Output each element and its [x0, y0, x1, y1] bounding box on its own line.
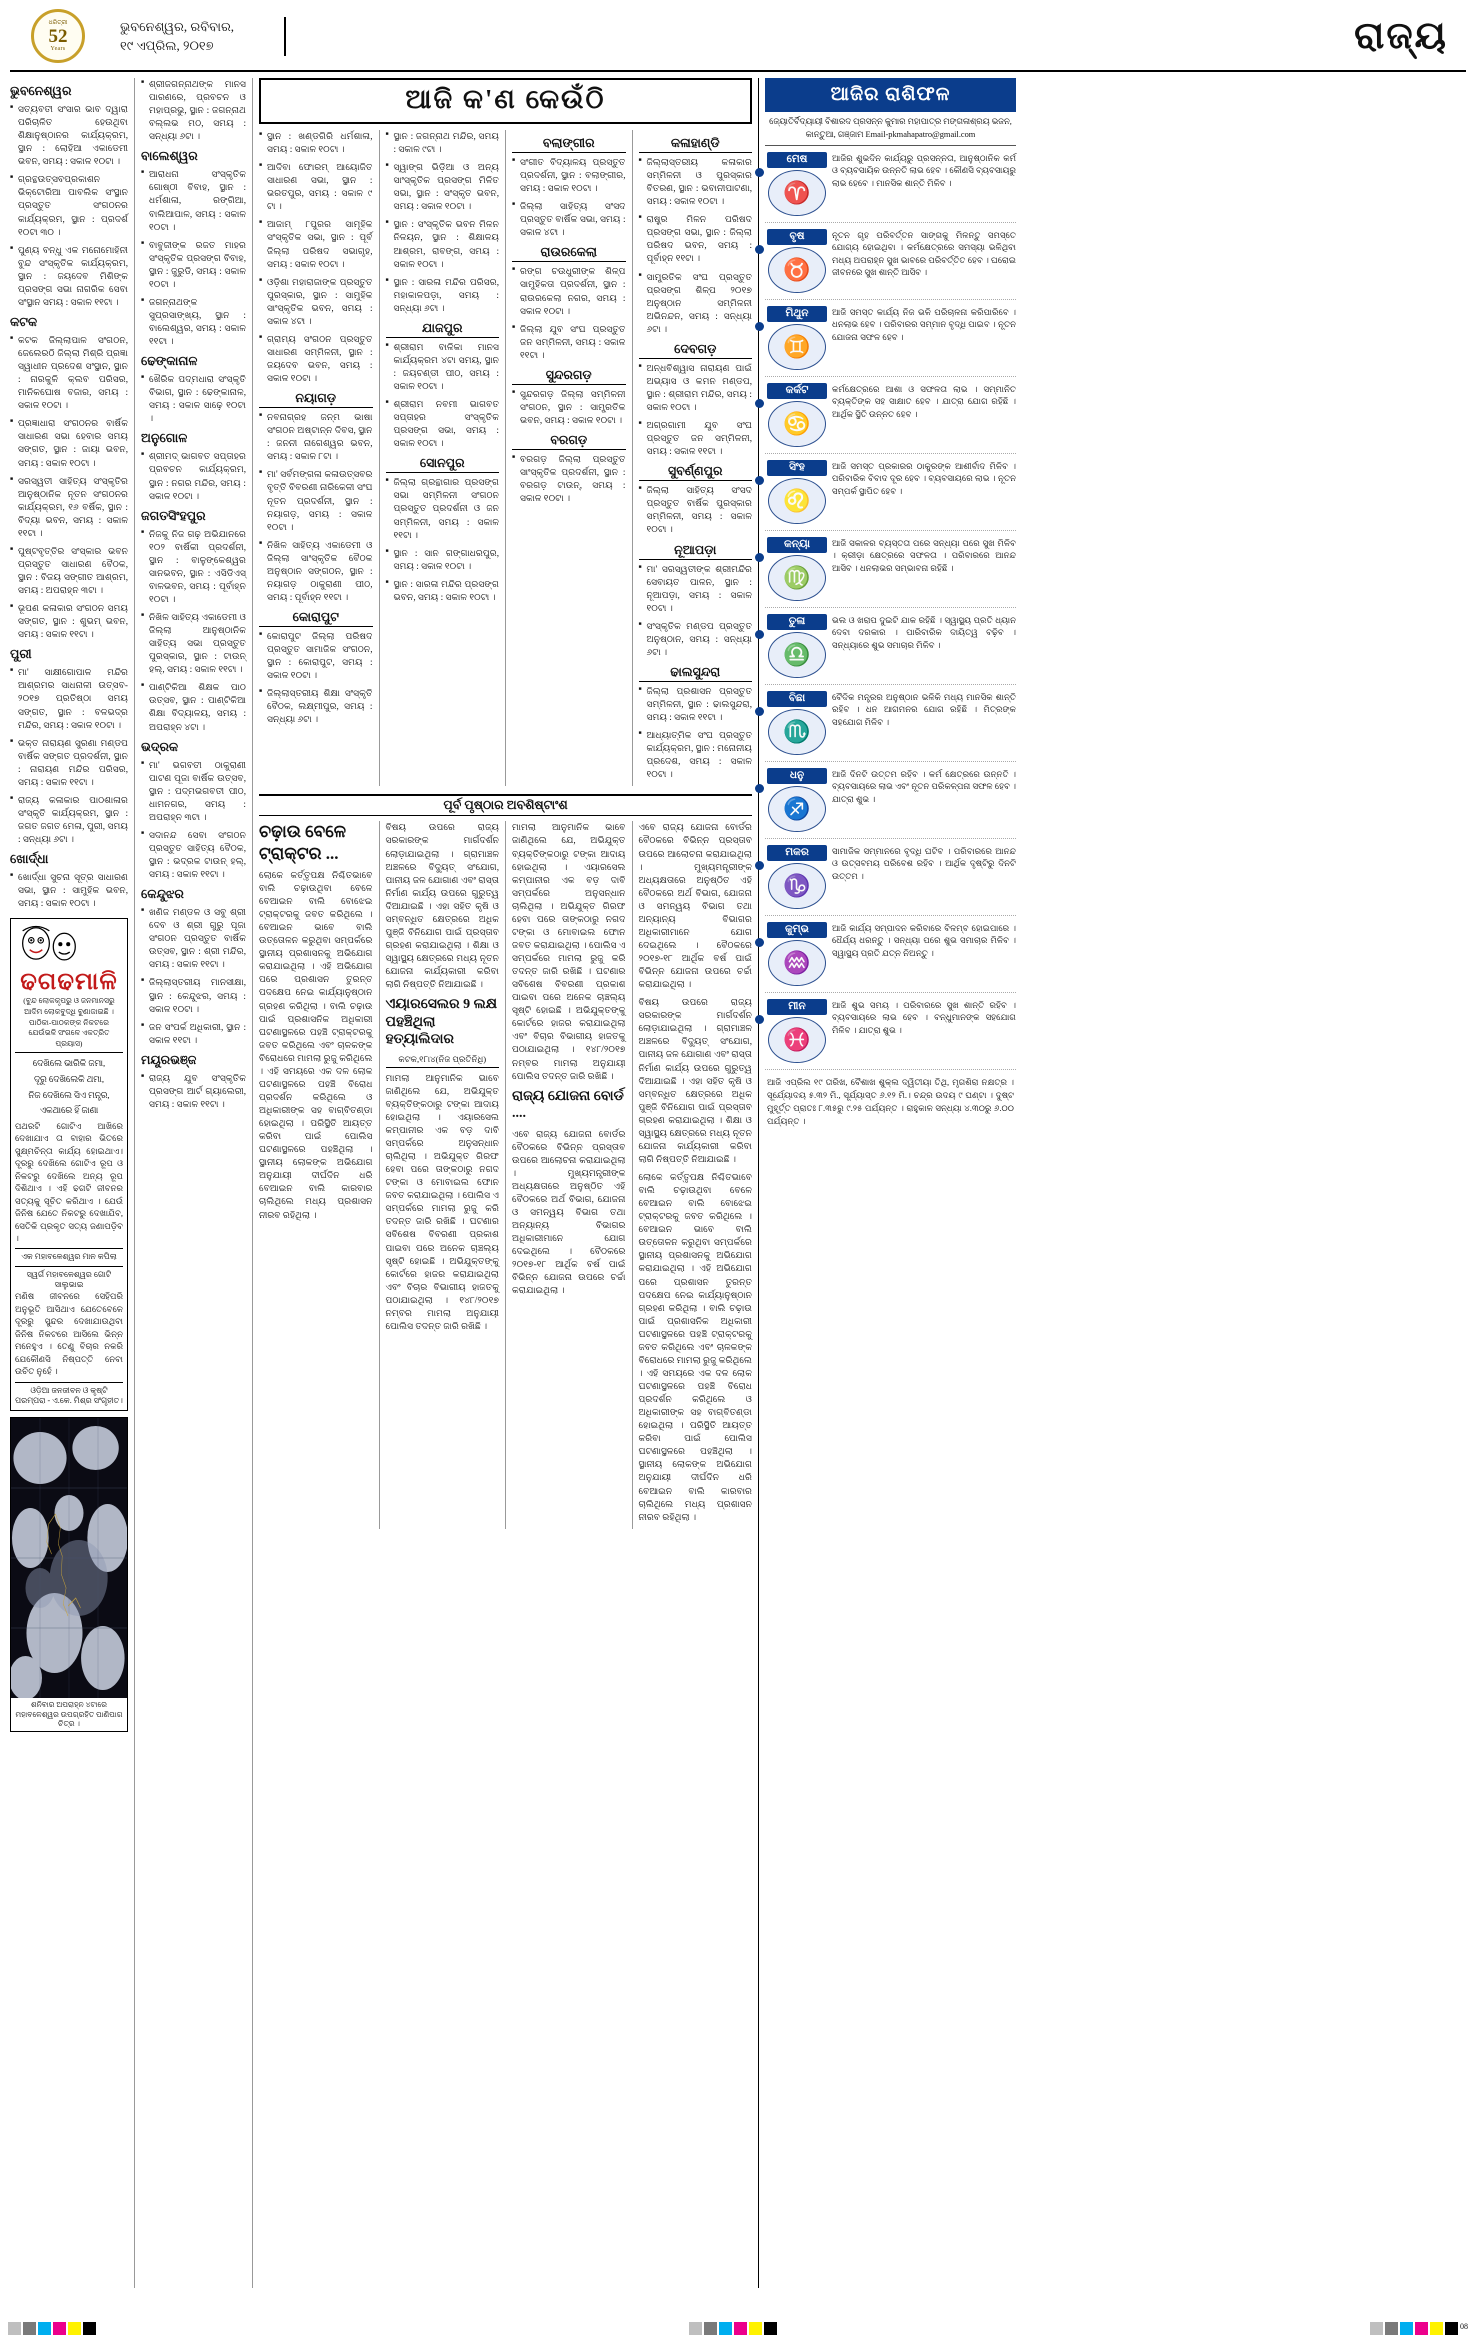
event-item: ■ ଅନ୍ଧବିଶ୍ୱାସ ନାରାୟଣ ପାଇଁ ଅଭ୍ୟାସ ଓ କମନ ମଣ୍ଡପ, ସ୍ଥାନ : ଶ୍ରୀରାମ ମନ୍ଦିର, ସମୟ : ସକାଳ ୧୦ଟା ।: [639, 362, 753, 414]
page-number: 08: [1460, 2321, 1468, 2331]
badge-years-label: Years: [50, 46, 66, 52]
cartoon-verse-line: ଦେଖିଲେ ଭାରିକି ଜମା,: [32, 1058, 106, 1069]
sagittarius-icon: ♐: [768, 786, 826, 832]
city-heading: ଅନୁଗୋଳ: [141, 431, 188, 446]
bullet-dot-icon: [755, 784, 764, 793]
article-body: ଏବେ ରାଜ୍ୟ ଯୋଜନା ବୋର୍ଡର ବୈଠକରେ ବିଭିନ୍ନ ପ୍ରସ୍ତାବ ଉପରେ ଆଲୋଚନା କରାଯାଇଥିଲା । ମୁଖ୍ୟମନ୍ତ୍ରୀଙ୍କ ଅଧ୍ୟକ୍ଷତାରେ ଅନୁଷ୍ଠିତ ଏହି ବୈଠକରେ ଅର୍ଥ ବିଭାଗ, ଯୋଜନା ଓ ସମନ୍ୱୟ ବିଭାଗ ତଥା ଅନ୍ୟାନ୍ୟ ବିଭାଗର ଅଧିକାରୀମାନେ ଯୋଗ ଦେଇଥିଲେ । ବୈଠକରେ ୨୦୧୭-୧୮ ଆର୍ଥିକ ବର୍ଷ ପାଇଁ ବିଭିନ୍ନ ଯୋଜନା ଉପରେ ଚର୍ଚ୍ଚା କରାଯାଇଥିଲା ।: [638, 822, 752, 990]
article-headline: ଏୟାରସେଲର 9 ଲକ୍ଷ ପହଞ୍ଚିଥିଲା ହତ୍ୟାଲିଦାର: [385, 997, 498, 1048]
gray-swatch: [8, 2322, 21, 2335]
article-headline: ଚଢ଼ାଉ ବେଳେ ଟ୍ରାକ୍ଟର ...: [259, 822, 347, 863]
event-item: ■ ରାଜ୍ୟ କଳାକାର ପାଠଶାଳାର ସଂସ୍କୃତି କାର୍ଯ୍ୟକ୍ରମ, ସ୍ଥାନ : ଜଗତ ଜଗତ ମେଳା, ପୁରୀ, ସମୟ : ସନ୍ଧ୍ୟା ୬ଟା ।: [10, 794, 128, 846]
page-grid: [10, 78, 1466, 2288]
horoscope-sign-row: [765, 993, 1016, 1070]
city-heading: କଳାହାଣ୍ଡି: [639, 136, 753, 153]
city-heading: ବରଗଡ଼: [512, 433, 626, 450]
event-item: ■ ସ୍ଥାନ : ସଂସ୍କୃତିକ ଭବନ ମିଳନ ନିଳୟନ, ସ୍ଥାନ : ଶିକ୍ଷାଳୟ ଆଶ୍ରମ, ରାବଙ୍ଗ, ସମୟ : ସକାଳ ୧୦ଟା ।: [386, 218, 500, 270]
event-item: ■ ସ୍ୱାଙ୍ଗ ଭିଡ଼ିଆ ଓ ଅନ୍ୟ ସାଂସ୍କୃତିକ ପ୍ରସଙ୍ଗ ମିଳିତ ସଭା, ସ୍ଥାନ : ସଂସ୍କୃତ ଭବନ, ସମୟ : ସକାଳ ୧୦ଟା ।: [386, 161, 500, 213]
cartoon-face-icon: [15, 923, 79, 967]
cartoon-body: ପଥରଟି ଗୋଟିଏ ଆଖିରେ ଦେଖାଯାଏ ତା ବାହାର ଭିତରେ ସୁକ୍ଷ୍ମଚିନ୍ତା କାର୍ଯ୍ୟ ହୋଇଥାଏ। ଦୂରରୁ ଦେଖିଲେ ଗୋଟିଏ ରୂପ ଓ ନିକଟରୁ ଦେଖିଲେ ଅନ୍ୟ ରୂପ ଦିଶିଥାଏ । ଏହି ଢଗଟି ଜୀବନର ସତ୍ୟକୁ ସୂଚିତ କରିଥାଏ । ଯେଉଁ ଜିନିଷ ଯେତେ ନିକଟରୁ ଦେଖାଯିବ, ସେତିକି ପ୍ରକୃତ ସତ୍ୟ ଜଣାପଡ଼ିବ ।: [15, 1120, 123, 1244]
event-item: ■ ଆଜାମ୍ ୮ପୁରର ସାମୂହିକ ସଂସ୍କୃତିକ ସଭା, ସ୍ଥାନ : ପୂର୍ବ ଜିଲ୍ଲା ପରିଷଦ ସଭାଗୃହ, ସମୟ : ସକାଳ ୧୦ଟା ।: [259, 218, 373, 270]
cartoon-subtitle: (ବୁନ୍ଦ ଲୋକକୃପରୁ ଓ ଜନମାନସରୁ ଆଦିମ ଲୋକବୁଦ୍ଧି ବୁଣାଜାଇଛି । ପାଠିକା-ପାଠକଙ୍କ ନିକଟରେ ଯେଉଁଭଳି ସଂଗଳେ ଏକତ୍ରିତ ପ୍ରୟାସ): [15, 996, 123, 1053]
bullet-dot-icon: [755, 399, 764, 408]
capricorn-icon: ♑: [768, 863, 826, 909]
sign-badge: [767, 999, 827, 1063]
cartoon-body-2: ମଣିଷ ଜୀବନରେ ସେହିପରି ଅନୁଭୂତି ଆସିଥାଏ ଯେତେବେଳେ ଦୂରରୁ ସୁନ୍ଦର ଦେଖାଯାଉଥିବା ଜିନିଷ ନିକଟରେ ଆସିଲେ ଭିନ୍ନ ମନେହୁଏ । ତେଣୁ ବିଚାର ନକରି ଯେକୌଣସି ନିଷ୍ପତ୍ତି ନେବା ଉଚିତ ନୁହେଁ ।: [15, 1291, 123, 1377]
sign-badge: [767, 845, 827, 909]
horoscope-sign-row: [765, 839, 1016, 916]
cyan-swatch: [38, 2322, 51, 2335]
pisces-icon: ♓: [768, 1017, 826, 1063]
event-item: ■ ପୁଷ୍ଟବୃତ୍ତିର ସଂସ୍କାର ଭବନ ପ୍ରସ୍ତୁତ ସାଧାରଣ ବୈଠକ, ସ୍ଥାନ : ବିଜୟ ସଙ୍ଗୀତ ଆଶ୍ରମ, ସମୟ : ଅପରାହ୍ନ ୩ଟା ।: [10, 545, 128, 597]
gray-swatch: [1370, 2322, 1383, 2335]
sign-text: କର୍ମକ୍ଷେତ୍ରରେ ଆଶା ଓ ସଫଳତା ଲାଭ । ସମ୍ମାନିତ ବ୍ୟକ୍ତିଙ୍କ ସହ ସାକ୍ଷାତ ହେବ । ଯାତ୍ରା ଯୋଗ ରହିଛି । ଆର୍ଥିକ ସ୍ଥିତି ଉନ୍ନତ ହେବ ।: [832, 384, 1016, 419]
sign-badge: [767, 768, 827, 832]
city-heading: ଦେବଗଡ଼: [639, 342, 753, 359]
sign-badge: [767, 537, 827, 601]
city-heading: ନୂଆପଡ଼ା: [639, 543, 753, 560]
article-body: ମାମଲା ଆନୁମାନିକ ଭାବେ ଜାଣିଥିଲେ ଯେ, ଅଭିଯୁକ୍ତ ବ୍ୟକ୍ତିଙ୍କଠାରୁ ଟଙ୍କା ଆଦାୟ ହୋଇଥିଲା । ଏୟାରସେଲ କମ୍ପାନୀର ଏକ ବଡ଼ ଦାବି ସମ୍ପର୍କରେ ଅନୁସନ୍ଧାନ ଚାଲିଥିଲା । ଅଭିଯୁକ୍ତ ଗିରଫ ହେବା ପରେ ତାଙ୍କଠାରୁ ନଗଦ ଟଙ୍କା ଓ ମୋବାଇଲ ଫୋନ ଜବତ କରାଯାଇଥିଲା । ପୋଲିସ ଏ ସମ୍ପର୍କରେ ମାମଲା ରୁଜୁ କରି ତଦନ୍ତ ଜାରି ରଖିଛି । ଘଟଣାର ସବିଶେଷ ବିବରଣୀ ପ୍ରକାଶ ପାଇବା ପରେ ଅନେକ ଚାଞ୍ଚଲ୍ୟ ସୃଷ୍ଟି ହୋଇଛି । ଅଭିଯୁକ୍ତଙ୍କୁ କୋର୍ଟରେ ହାଜର କରାଯାଇଥିଲା ଏବଂ ବିଚାର ବିଭାଗୀୟ ହାଜତକୁ ପଠାଯାଇଥିଲା । ୧୪୮/୨୦୧୭ ନମ୍ବର ମାମଲା ଅନୁଯାୟୀ ପୋଲିସ ତଦନ୍ତ ଜାରି ରଖିଛି ।: [512, 822, 626, 1081]
sign-text: ଆଜି ଦିନଟି ଉତ୍ତମ ରହିବ । କର୍ମ କ୍ଷେତ୍ରରେ ଉନ୍ନତି । ବ୍ୟବସାୟରେ ଲାଭ ଏବଂ ନୂତନ ପରିକଳ୍ପନା ସଫଳ ହେବ । ଯାତ୍ରା ଶୁଭ ।: [832, 769, 1016, 804]
event-item: ■ ଶ୍ରୀମଦ୍ ଭାଗବତ ସପ୍ତାହର ପ୍ରବଚନ କାର୍ଯ୍ୟକ୍ରମ, ସ୍ଥାନ : ନଗର ମନ୍ଦିର, ସମୟ : ସକାଳ ୧୦ଟା ।: [141, 450, 246, 502]
sign-name: ବିଛା: [767, 691, 827, 707]
event-item: ■ ସଂସ୍କୃତିକ ମଣ୍ଡପ ପ୍ରସ୍ତୁତ ଅନୁଷ୍ଠାନ, ସମୟ : ସନ୍ଧ୍ୟା ୬ଟା ।: [639, 620, 753, 659]
satellite-image-box: [10, 1417, 128, 1733]
article-body: ବିଷୟ ଉପରେ ରାଜ୍ୟ ସରକାରଙ୍କ ମାର୍ଗଦର୍ଶନ ଲୋଡ଼ାଯାଇଥିଲା । ଗ୍ରାମାଞ୍ଚଳ ଅଞ୍ଚଳରେ ବିଦ୍ୟୁତ୍ ସଂଯୋଗ, ପାନୀୟ ଜଳ ଯୋଗାଣ ଏବଂ ରାସ୍ତା ନିର୍ମାଣ କାର୍ଯ୍ୟ ଉପରେ ଗୁରୁତ୍ୱ ଦିଆଯାଇଛି । ଏହା ସହିତ କୃଷି ଓ ସମ୍ବନ୍ଧିତ କ୍ଷେତ୍ରରେ ଅଧିକ ପୁଞ୍ଜି ବିନିଯୋଗ ପାଇଁ ପ୍ରସ୍ତାବ ଗ୍ରହଣ କରାଯାଇଥିଲା । ଶିକ୍ଷା ଓ ସ୍ୱାସ୍ଥ୍ୟ କ୍ଷେତ୍ରରେ ମଧ୍ୟ ନୂତନ ଯୋଜନା କାର୍ଯ୍ୟକାରୀ କରିବା ଲାଗି ନିଷ୍ପତ୍ତି ନିଆଯାଇଛି ।: [638, 997, 752, 1164]
city-block: [10, 315, 128, 641]
cartoon-signature-1: ଏକ ମହାବଳେଶ୍ୱର ମାନ କପିଲା: [15, 1248, 123, 1262]
horoscope-sign-row: [765, 300, 1016, 377]
city-heading: ଖୋର୍ଦ୍ଧା: [10, 852, 49, 867]
bullet-dot-icon: [755, 553, 764, 562]
city-block: [10, 852, 128, 910]
bullet-dot-icon: [755, 630, 764, 639]
yellow-swatch: [749, 2322, 762, 2335]
masthead-place: ଭୁବନେଶ୍ୱର, ରବିବାର,: [120, 18, 235, 34]
event-item: ■ ସ୍ଥାନ : ସାରଳା ମନ୍ଦିର ପରିସର, ମହାକାଳପଡ଼ା, ସମୟ : ସନ୍ଧ୍ୟା ୬ଟା ।: [386, 276, 500, 315]
horoscope-sign-row: [765, 223, 1016, 300]
horoscope-author: ଜ୍ୟୋତିର୍ବିଦ୍ୟାୟୀ ବିଶାରଦ ପ୍ରସନ୍ନ କୁମାର ମହାପାତ୍ର ମଙ୍ଗଳାଶ୍ରୟ ଭଜନ, କାନ୍ତୁଆ, ଗଞ୍ଜାମ Email-pkmahapatro@gmail.com: [765, 112, 1016, 146]
sign-name: କୁମ୍ଭ: [767, 922, 827, 938]
event-item: ■ ରାଜ୍ୟ ଯୁବ ସଂସ୍କୃତିକ ପ୍ରସଙ୍ଗ ଆର୍ଟ ଗ୍ୟାଲେରୀ, ସମୟ : ସକାଳ ୧୧ଟା ।: [141, 1072, 246, 1111]
satellite-caption: ଶନିବାର ଅପରାହ୍ନ ୪ଟାରେ ମହାବଳେଶ୍ୱର ଉପଗ୍ରହିତ ପାଣିପାଗ ଚିତ୍ର ।: [15, 1699, 123, 1729]
event-item: ■ ପ୍ରଜ୍ଞାଧାରା ସଂଗଠନର ବାର୍ଷିକ ସାଧାରଣ ସଭା ହେବାର ସମୟ ସଙ୍ଗତ, ସ୍ଥାନ : ଜାୟା ଭବନ, ସମୟ : ସକାଳ ୧୦ଟା ।: [10, 417, 128, 469]
article-headline: ରାଜ୍ୟ ଯୋଜନା ବୋର୍ଡ ....: [512, 1088, 624, 1122]
sign-badge: [767, 383, 827, 447]
city-heading: ନୟାଗଡ଼: [259, 391, 373, 408]
event-item: ■ ସତ୍ୟବତୀ ସଂସାର ଭାବ ଦ୍ୱାରା ପରିଚାଳିତ ହେଉଥିବା ଶିକ୍ଷାନୁଷ୍ଠାନର କାର୍ଯ୍ୟକ୍ରମ, ସ୍ଥାନ : ଲୋହିଆ ଏକାଡେମୀ ଭବନ, ସମୟ : ସକାଳ ୧୦ଟା ।: [10, 103, 128, 168]
horoscope-sign-row: [765, 377, 1016, 454]
magenta-swatch: [1415, 2322, 1428, 2335]
city-heading: କେନ୍ଦୁଝର: [141, 887, 184, 902]
city-heading: ସୁବର୍ଣ୍ଣପୁର: [639, 464, 753, 481]
city-heading: ଜଗତସିଂହପୁର: [141, 508, 206, 523]
event-item: ■ ଜିଲ୍ଲାସ୍ତରୀୟ ମାନସୀକ୍ଷା, ସ୍ଥାନ : କେନ୍ଦୁଝର, ସମୟ : ସକାଳ ୧୦ଟା ।: [141, 976, 246, 1015]
column-events-1: [10, 78, 128, 2288]
city-heading: ରାଉରକେଲା: [512, 245, 626, 262]
city-heading: ଢାଲସୁନ୍ଦରା: [639, 665, 753, 682]
scorpio-icon: ♏: [768, 709, 826, 755]
sign-text: ଆଜି ସକାଳର ବ୍ୟସ୍ତତା ପରେ ସନ୍ଧ୍ୟା ପରେ ସୁଖ ମିଳିବ । କ୍ରୀଡ଼ା କ୍ଷେତ୍ରରେ ସଫଳତା । ପରିବାରରେ ଆନନ୍ଦ ଆସିବ । ଧନଲାଭର ସମ୍ଭାବନା ରହିଛି ।: [832, 538, 1016, 573]
horoscope-footer: ଆଜି ଏପ୍ରିଲ ୧୯ ତାରିଖ, ବୈଶାଖ ଶୁକ୍ଲ ଦ୍ୱିତୀୟା ତିଥି, ମୃଗଶିରା ନକ୍ଷତ୍ର । ସୂର୍ଯ୍ୟୋଦୟ ୫.୩୨ ମି., ସୂର୍ଯ୍ୟାସ୍ତ ୬.୧୨ ମି.। ଚନ୍ଦ୍ର ଉଦୟ ୯ ଘଣ୍ଟା । ଦୁଷ୍ଟ ମୁହୂର୍ତ୍ତ ପ୍ରାତଃ ୮.୩୫ରୁ ୯.୨୫ ପର୍ଯ୍ୟନ୍ତ । ରାହୁକାଳ ସନ୍ଧ୍ୟା ୪.୩୦ରୁ ୬.୦୦ ପର୍ଯ୍ୟନ୍ତ ।: [767, 1077, 1014, 1126]
sign-text: ବୈଦିକ ମନ୍ତ୍ରର ଅନୁଷ୍ଠାନ ଭଳିକି ମଧ୍ୟ ମାନସିକ ଶାନ୍ତି ରହିବ । ଧନ ଆଗମନର ଯୋଗ ରହିଛି । ମିତ୍ରଙ୍କ ସହଯୋଗ ମିଳିବ ।: [832, 692, 1016, 727]
horoscope-sign-row: [765, 531, 1016, 608]
logo-badge: [10, 11, 106, 61]
article-body: ଏବେ ରାଜ୍ୟ ଯୋଜନା ବୋର୍ଡର ବୈଠକରେ ବିଭିନ୍ନ ପ୍ରସ୍ତାବ ଉପରେ ଆଲୋଚନା କରାଯାଇଥିଲା । ମୁଖ୍ୟମନ୍ତ୍ରୀଙ୍କ ଅଧ୍ୟକ୍ଷତାରେ ଅନୁଷ୍ଠିତ ଏହି ବୈଠକରେ ଅର୍ଥ ବିଭାଗ, ଯୋଜନା ଓ ସମନ୍ୱୟ ବିଭାଗ ତଥା ଅନ୍ୟାନ୍ୟ ବିଭାଗର ଅଧିକାରୀମାନେ ଯୋଗ ଦେଇଥିଲେ । ବୈଠକରେ ୨୦୧୭-୧୮ ଆର୍ଥିକ ବର୍ଷ ପାଇଁ ବିଭିନ୍ନ ଯୋଜନା ଉପରେ ଚର୍ଚ୍ଚା କରାଯାଇଥିଲା ।: [512, 1128, 626, 1296]
masthead-date: ୧୯ ଏପ୍ରିଲ, ୨୦୧୭: [120, 38, 214, 53]
yellow-swatch: [1430, 2322, 1443, 2335]
event-item: ■ ଗ୍ରାମ୍ୟ ସଂଗଠନ ପ୍ରସ୍ତୁତ ସାଧାରଣ ସମ୍ମିଳନୀ, ସ୍ଥାନ : ଜୟଦେବ ଭବନ, ସମୟ : ସକାଳ ୧୦ଟା ।: [259, 333, 373, 385]
event-item: ■ ପୁଣ୍ୟ ବନ୍ଧୁ ଏକ ମନୋମୋହିନୀ ବୁନ୍ଦ ସଂସ୍କୃତିକ କାର୍ଯ୍ୟକ୍ରମ, ସ୍ଥାନ : ଜୟଦେବ ମିଶିଙ୍କ ପ୍ରସଙ୍ଗ ସଭା ନାଗରିକ ସେବା ସଂସ୍ଥାନ ସମୟ : ସକାଳ ୧୧ଟା ।: [10, 244, 128, 309]
city-heading: କଟକ: [10, 314, 38, 329]
horoscope-sign-row: [765, 454, 1016, 531]
event-item: ■ ସ୍ଥାନ : ଖଣ୍ଡଗିରି ଧର୍ମଶାଳା, ସମୟ : ସକାଳ ୧୦ଟା ।: [259, 130, 373, 156]
event-item: ■ ବରଗଡ଼ ଜିଲ୍ଲା ପ୍ରସ୍ତୁତ ସାଂସ୍କୃତିକ ପ୍ରଦର୍ଶନୀ, ସ୍ଥାନ : ବରଗଡ଼ ଟାଉନ୍, ସମୟ : ସକାଳ ୧୦ଟା ।: [512, 453, 626, 505]
event-item: ■ ଜିଲ୍ଲାସ୍ତରୀୟ କଳାକାର ସମ୍ମିଳନୀ ଓ ପୁରସ୍କାର ବିତରଣ, ସ୍ଥାନ : ଭବାନୀପାଟଣା, ସମୟ : ସକାଳ ୧୦ଟା ।: [639, 156, 753, 208]
satellite-weather-image: [11, 1418, 127, 1698]
event-item: ■ ଶ୍ରୀଜଗନ୍ନାଥଙ୍କ ମାନସ ପାରଣରେ, ପ୍ରବଚନ ଓ ମହାପ୍ରଭୁ, ସ୍ଥାନ : ଜଗନ୍ନାଥ ବଲ୍ଲଭ ମଠ, ସମୟ : ସନ୍ଧ୍ୟା ୬ଟା ।: [141, 78, 246, 143]
article-dateline: କଟକ,୧୮ା୪(ନିଜ ପ୍ରତିନିଧି): [386, 1054, 500, 1068]
cyan-swatch: [1400, 2322, 1413, 2335]
event-item: ■ ଖୋର୍ଦ୍ଧା ସୁଚନା ସୂତ୍ର ସାଧାରଣ ସଭା, ସ୍ଥାନ : ସାମୁହିକ ଭବନ, ସମୟ : ସକାଳ ୧୦ଟା ।: [10, 871, 128, 910]
event-item: ■ ଶ୍ରୀରାମ ବାଳିକା ମାନସ କାର୍ଯ୍ୟକ୍ରମ ୪ଟା ସମୟ, ସ୍ଥାନ : ଜୟଚଣ୍ଡୀ ପୀଠ, ସମୟ : ସକାଳ ୧୦ଟା ।: [386, 341, 500, 393]
cartoon-signature-2: ସ୍ୱର୍ଗ ମହାବଳେଶ୍ୱର ଗୋଟି ସାଲୁଭାଇ: [15, 1266, 123, 1290]
sign-badge: [767, 460, 827, 524]
article-body: ମାମଲା ଆନୁମାନିକ ଭାବେ ଜାଣିଥିଲେ ଯେ, ଅଭିଯୁକ୍ତ ବ୍ୟକ୍ତିଙ୍କଠାରୁ ଟଙ୍କା ଆଦାୟ ହୋଇଥିଲା । ଏୟାରସେଲ କମ୍ପାନୀର ଏକ ବଡ଼ ଦାବି ସମ୍ପର୍କରେ ଅନୁସନ୍ଧାନ ଚାଲିଥିଲା । ଅଭିଯୁକ୍ତ ଗିରଫ ହେବା ପରେ ତାଙ୍କଠାରୁ ନଗଦ ଟଙ୍କା ଓ ମୋବାଇଲ ଫୋନ ଜବତ କରାଯାଇଥିଲା । ପୋଲିସ ଏ ସମ୍ପର୍କରେ ମାମଲା ରୁଜୁ କରି ତଦନ୍ତ ଜାରି ରଖିଛି । ଘଟଣାର ସବିଶେଷ ବିବରଣୀ ପ୍ରକାଶ ପାଇବା ପରେ ଅନେକ ଚାଞ୍ଚଲ୍ୟ ସୃଷ୍ଟି ହୋଇଛି । ଅଭିଯୁକ୍ତଙ୍କୁ କୋର୍ଟରେ ହାଜର କରାଯାଇଥିଲା ଏବଂ ବିଚାର ବିଭାଗୀୟ ହାଜତକୁ ପଠାଯାଇଥିଲା । ୧୪୮/୨୦୧୭ ନମ୍ବର ମାମଲା ଅନୁଯାୟୀ ପୋଲିସ ତଦନ୍ତ ଜାରି ରଖିଛି ।: [385, 1072, 499, 1331]
magenta-swatch: [734, 2322, 747, 2335]
gray-swatch: [1385, 2322, 1398, 2335]
event-item: ■ ଅଗ୍ରଗାମୀ ଯୁବ ସଂଘ ପ୍ରସ୍ତୁତ ଜନ ସମ୍ମିଳନୀ, ସମୟ : ସକାଳ ୧୧ଟା ।: [639, 419, 753, 458]
event-item: ■ ଆଧ୍ୟାତ୍ମିକ ସଂଘ ପ୍ରସ୍ତୁତ କାର୍ଯ୍ୟକ୍ରମ, ସ୍ଥାନ : ମନୋନୀୟ ପ୍ରଦେଶ, ସମୟ : ସକାଳ ୧୦ଟା ।: [639, 729, 753, 781]
badge-number: 52: [48, 26, 68, 47]
event-item: ■ ମା' ସାକ୍ଷୀଗୋପାଳ ମନ୍ଦିର ଆଶ୍ରମର ସାଧନାଳୀ ଉତ୍ସବ- ୨୦୧୭ ପ୍ରତିଷ୍ଠା ସମୟ ସଙ୍ଗତ, ସ୍ଥାନ : ବଳଭଦ୍ର ମନ୍ଦିର, ସମୟ : ସକାଳ ୧୦ଟା ।: [10, 666, 128, 731]
swatch-group-right: [1370, 2322, 1468, 2335]
masthead-dateline: [106, 17, 286, 56]
sign-name: ବୃଷ: [767, 229, 827, 245]
event-item: ■ ବାବୁଜୀଙ୍କ ରଜତ ମାହର ସଂସ୍କୃତିକ ପ୍ରସଙ୍ଗ ବିବାହ, ସ୍ଥାନ : ଜୁରୁଡି, ସମୟ : ସକାଳ ୧୦ଟା ।: [141, 239, 246, 291]
sign-name: ମେଷ: [767, 152, 827, 168]
aquarius-icon: ♒: [768, 940, 826, 986]
bullet-dot-icon: [755, 168, 764, 177]
city-heading: ଯାଜପୁର: [386, 321, 500, 338]
column-events-2: [134, 78, 246, 2288]
event-item: ■ କଟକ ଜିଲ୍ଲାପାଳ ସଂଗଠନ, ଜେଲେରଠି ଜିଲ୍ଲା ମିଶ୍ରି ପ୍ରଜ୍ଞା ସ୍ୱାଧୀନ ପ୍ରଦେଶ ସଂସ୍ଥାନ, ସ୍ଥାନ : ନାରକୁଳି କ୍ଲବ ପରିସର, ମାନିକଘୋଷ ବଜାର, ସମୟ : ସକାଳ ୧୦ଟା ।: [10, 334, 128, 412]
sign-badge: [767, 691, 827, 755]
sign-badge: [767, 306, 827, 370]
event-item: ■ ଜିଲ୍ଲା ପ୍ରଶାସନ ପ୍ରସ୍ତୁତ ସମ୍ମିଳନୀ, ସ୍ଥାନ : ଢାଲସୁନ୍ଦରା, ସମୟ : ସକାଳ ୧୧ଟା ।: [639, 685, 753, 724]
sign-text: ଆଜିର ଶୁଭଦିନ କାର୍ଯ୍ୟରୁ ପ୍ରସନ୍ନତା, ଆନୁଷ୍ଠାନିକ କର୍ମ ଓ ବ୍ୟବସାୟିକ ଉନ୍ନତି ଲାଭ ହେବ । କୌଣସି ବ୍ୟବସାୟରୁ ଲାଭ ହେବେ । ମାନସିକ ଶାନ୍ତି ମିଳିବ ।: [832, 153, 1016, 188]
column-events-6: [632, 130, 753, 786]
swatch-group-center: [689, 2322, 777, 2335]
black-swatch: [1445, 2322, 1458, 2335]
black-swatch: [83, 2322, 96, 2335]
masthead: [10, 8, 1466, 72]
event-item: ■ ଜିଲ୍ଲା ସାହିତ୍ୟ ସଂସଦ ପ୍ରସ୍ତୁତ ବାର୍ଷିକ ସଭା, ସମୟ : ସକାଳ ୪ଟା ।: [512, 200, 626, 239]
sign-name: ସିଂହ: [767, 460, 827, 476]
event-item: ■ ସରସ୍ୱତୀ ସାହିତ୍ୟ ସଂସ୍କୃତିର ଆନୁଷ୍ଠାନିକ ନୂତନ ସଂଗଠନର କାର୍ଯ୍ୟକ୍ରମ, ୧୬ ବର୍ଷିକ, ସ୍ଥାନ : ବିଦ୍ୟା ଭବନ, ସମୟ : ସକାଳ ୧୧ଟା ।: [10, 475, 128, 540]
event-item: ■ ଓଡ଼ିଶା ମହାରାଜାଙ୍କ ପ୍ରସ୍ତୁତ ପୁରସ୍କାର, ସ୍ଥାନ : ସାମୁହିକ ସାଂସ୍କୃତିକ ଭବନ, ସମୟ : ସକାଳ ୪ଟା ।: [259, 276, 373, 328]
event-item: ■ ସଂଗୀତ ବିଦ୍ୟାଳୟ ପ୍ରସ୍ତୁତ ପ୍ରଦର୍ଶନୀ, ସ୍ଥାନ : ବଲାଙ୍ଗୀର, ସମୟ : ସକାଳ ୧୦ଟା ।: [512, 156, 626, 195]
virgo-icon: ♍: [768, 555, 826, 601]
sign-text: ନୂତନ ଗୃହ ପରିବର୍ତ୍ତନ ସାଙ୍ଗକୁ ମିଳନ୍ତୁ ସମସ୍ତେ ଯୋଗ୍ୟ ହୋଇଥିବା । କର୍ମକ୍ଷେତ୍ରରେ ସମସ୍ୟା ଭଳିଥିବା ମଧ୍ୟ ଅପରାହ୍ନ ସୁଖ ଭାବରେ ପରିବର୍ତ୍ତିତ ହେବ । ଘରୋଇ ଜୀବନରେ ସୁଖ ଶାନ୍ତି ଆସିବ ।: [832, 230, 1016, 277]
cartoon-credit: ଓଡ଼ିଆ ଜନଜୀବନ ଓ କୃଷ୍ଟି ପରମ୍ପରା - ଏ.କେ. ମିଶ୍ର ସଂଗୃହୀତ।: [15, 1382, 123, 1406]
article-body: ଲୋକେ କର୍ତ୍ତୃପକ୍ଷ ନିଶ୍ଚିତଭାବେ ବାଲି ଚଢ଼ାଉଥିବା ବେଳେ ବେଆଇନ ବାଲି ବୋଝେଇ ଟ୍ରାକ୍ଟରକୁ ଜବତ କରିଥିଲେ । ବେଆଇନ ଭାବେ ବାଲି ଉତ୍ତୋଳନ କରୁଥିବା ସମ୍ପର୍କରେ ସ୍ଥାନୀୟ ପ୍ରଶାସନକୁ ଅଭିଯୋଗ କରାଯାଇଥିଲା । ଏହି ଅଭିଯୋଗ ପରେ ପ୍ରଶାସନ ତୁରନ୍ତ ପଦକ୍ଷେପ ନେଇ କାର୍ଯ୍ୟାନୁଷ୍ଠାନ ଗ୍ରହଣ କରିଥିଲା । ବାଲି ଚଢ଼ାଉ ପାଇଁ ପ୍ରଶାସନିକ ଅଧିକାରୀ ଘଟଣାସ୍ଥଳରେ ପହଞ୍ଚି ଟ୍ରାକ୍ଟରକୁ ଜବତ କରିଥିଲେ ଏବଂ ଚାଳକଙ୍କ ବିରୋଧରେ ମାମଲା ରୁଜୁ କରିଥିଲେ । ଏହି ସମୟରେ ଏକ ଦଳ ଲୋକ ଘଟଣାସ୍ଥଳରେ ପହଞ୍ଚି ବିରୋଧ ପ୍ରଦର୍ଶନ କରିଥିଲେ ଓ ଅଧିକାରୀଙ୍କ ସହ ବାଗ୍ବିତଣ୍ଡା ହୋଇଥିଲା । ପରିସ୍ଥିତି ଆୟତ୍ତ କରିବା ପାଇଁ ପୋଲିସ ଘଟଣାସ୍ଥଳରେ ପହଞ୍ଚିଥିଲା । ସ୍ଥାନୀୟ ଲୋକଙ୍କ ଅଭିଯୋଗ ଅନୁଯାୟୀ ଦୀର୍ଘଦିନ ଧରି ବେଆଇନ ବାଲି କାରବାର ଚାଲିଥିଲେ ମଧ୍ୟ ପ୍ରଶାସନ ନୀରବ ରହିଥିଲା ।: [638, 1172, 752, 1522]
bullet-dot-icon: [755, 1015, 764, 1024]
bullet-dot-icon: [755, 938, 764, 947]
event-item: ■ ସୁନ୍ଦରଗଡ଼ ଜିଲ୍ଲା ସମ୍ମିଳନୀ ସଂଗଠନ, ସ୍ଥାନ : ସାମ୍ପ୍ରତିକ ଭବନ, ସମୟ : ସକାଳ ୧୦ଟା ।: [512, 388, 626, 427]
column-events-3: [259, 130, 373, 786]
page-title: ରାଜ୍ୟ: [1354, 15, 1448, 57]
event-item: ■ ନିଖିଳ ସାହିତ୍ୟ ଏକାଡେମୀ ଓ ଜିଲ୍ଲା ସାଂସ୍କୃତିକ ବୈଠକ ଅନୁଷ୍ଠାନ ସଙ୍ଗଠନ, ସ୍ଥାନ : ନୟାଗଡ଼ ଠାକୁରାଣୀ ପୀଠ, ସମୟ : ପୂର୍ବାହ୍ନ ୧୧ଟା ।: [259, 539, 373, 604]
event-item: ■ ଖଣିଜ ମଣ୍ଡଳ ଓ ସବୁ ଶ୍ରୀ ଦେବ ଓ ଶ୍ରୀ ଗୁରୁ ପୂଜା ସଂଗଠନ ପ୍ରସ୍ତୁତ ବାର୍ଷିକ ଉତ୍ସବ, ସ୍ଥାନ : ଶ୍ରୀ ମନ୍ଦିର, ସମୟ : ସକାଳ ୧୧ଟା ।: [141, 906, 246, 971]
bullet-dot-icon: [755, 245, 764, 254]
swatch-group-left: [8, 2322, 96, 2335]
bullet-dot-icon: [755, 861, 764, 870]
yellow-swatch: [68, 2322, 81, 2335]
libra-icon: ♎: [768, 632, 826, 678]
sign-name: ମିଥୁନ: [767, 306, 827, 322]
column-events-4: [379, 130, 500, 786]
event-item: ■ ମା' ଭଗବତୀ ଠାକୁରାଣୀ ପାଟଣ ପୂଜା ବାର୍ଷିକ ଉତ୍ସବ, ସ୍ଥାନ : ପଦ୍ମଭଗବତୀ ପୀଠ, ଧାମନଗର, ସମୟ : ଅପରାହ୍ନ ୩ଟା ।: [141, 759, 246, 824]
event-item: ■ ରାଷ୍ଟ୍ର ମିଳନ ପରିଷଦ ପ୍ରସଙ୍ଗ ସଭା, ସ୍ଥାନ : ଜିଲ୍ଲା ପରିଷଦ ଭବନ, ସମୟ : ପୂର୍ବାହ୍ନ ୧୧ଟା ।: [639, 213, 753, 265]
event-item: ■ ସ୍ଥାନ : ସାନ ଗଙ୍ଗାଧରପୁର, ସମୟ : ସକାଳ ୧୦ଟା ।: [386, 547, 500, 573]
event-item: ■ ଶ୍ରୀରାମ ନବମୀ ଭାଗବତ ସପ୍ତାହର ସଂସ୍କୃତିକ ପ୍ରସଙ୍ଗ ସଭା, ସମୟ : ସକାଳ ୧୦ଟା ।: [386, 398, 500, 450]
event-item: ■ ସ୍ଥାନ : ସାରଳା ମନ୍ଦିର ପ୍ରସଙ୍ଗ ଭବନ, ସମୟ : ସକାଳ ୧୦ଟା ।: [386, 578, 500, 604]
city-heading: ବଲାଙ୍ଗୀର: [512, 136, 626, 153]
event-item: ■ ଜିଲ୍ଲାସ୍ତରୀୟ ଶିକ୍ଷା ସଂସ୍କୃତି ବୈଠକ, ଲକ୍ଷ୍ମୀପୁର, ସମୟ : ସନ୍ଧ୍ୟା ୬ଟା ।: [259, 687, 373, 726]
middle-event-columns: [259, 130, 752, 786]
badge-top-label: ଧରିତ୍ରୀ: [48, 20, 68, 26]
horoscope-sign-row: [765, 146, 1016, 223]
sign-name: ଧନୁ: [767, 768, 827, 784]
event-item: ■ ମା' ସରସ୍ୱତୀଙ୍କ ଶ୍ରୀମନ୍ଦିର ସେବାୟତ ପାଳନ, ସ୍ଥାନ : ନୂଆପଡ଼ା, ସମୟ : ସକାଳ ୧୦ଟା ।: [639, 563, 753, 615]
city-block: [10, 84, 128, 309]
dhaga-dhamali-box: [10, 918, 128, 1410]
sign-badge: [767, 614, 827, 678]
sign-text: ଆଜି କାର୍ଯ୍ୟ ସମ୍ପାଦନ କରିବାରେ ବିଳମ୍ବ ହୋଇପାରେ । ଧୈର୍ଯ୍ୟ ଧରନ୍ତୁ । ସନ୍ଧ୍ୟା ପରେ ଶୁଭ ସମାଚାର ମିଳିବ । ସ୍ୱାସ୍ଥ୍ୟ ପ୍ରତି ଯତ୍ନ ନିଅନ୍ତୁ ।: [832, 923, 1016, 958]
cartoon-verse-line: ଏକଥାରେ ହିଁ ଜାଣା: [39, 1105, 99, 1116]
sign-text: ଆଜି ସମସ୍ତ କାର୍ଯ୍ୟ ନିଜ ଭଳି ପରିଚାଳନା କରିପାରିବେ । ଧନଲାଭ ହେବ । ପରିବାରର ସମ୍ମାନ ବୃଦ୍ଧି ପାଇବ । ନୂତନ ଯୋଜନା ସଫଳ ହେବ ।: [832, 307, 1016, 342]
bullet-dot-icon: [755, 322, 764, 331]
event-item: ■ ସ୍ଥାନ : ଜଗନ୍ନାଥ ମନ୍ଦିର, ସମୟ : ସକାଳ ୯ଟା ।: [386, 130, 500, 156]
event-item: ■ ନିଖିଳ ସାହିତ୍ୟ ଏକାଡେମୀ ଓ ଜିଲ୍ଲା ଆନୁଷ୍ଠାନିକ ସାହିତ୍ୟ ସଭା ପ୍ରସ୍ତୁତ ପୁରସ୍କାର, ସ୍ଥାନ : ଟାଉନ୍ ହଲ୍, ସମୟ : ସକାଳ ୧୧ଟା ।: [141, 611, 246, 676]
event-item: ■ ଜିଲ୍ଲା ସାହିତ୍ୟ ସଂସଦ ପ୍ରସ୍ତୁତ ବାର୍ଷିକ ପୁରସ୍କାର ସମ୍ମିଳନୀ, ସମୟ : ସକାଳ ୧୦ଟା ।: [639, 484, 753, 536]
sign-text: ଆଜି ଶୁଭ ସମୟ । ପରିବାରରେ ସୁଖ ଶାନ୍ତି ରହିବ । ବ୍ୟବସାୟରେ ଲାଭ ହେବ । ବନ୍ଧୁମାନଙ୍କ ସହଯୋଗ ମିଳିବ । ଯାତ୍ରା ଶୁଭ ।: [832, 1000, 1016, 1035]
event-item: ■ ପାଣ୍ଟିକିଆ ଶିକ୍ଷକ ପାଠ ଉତ୍ସବ, ସ୍ଥାନ : ପାଣ୍ଟିକିଆ ଶିକ୍ଷା ବିଦ୍ୟାଳୟ, ସମୟ : ଅପରାହ୍ନ ୪ଟା ।: [141, 681, 246, 733]
event-item: ■ ମା' ସର୍ବମଙ୍ଗଳା କଳାଉତ୍ସବର ବୃତ୍ତି ବିବରଣୀ ନାରିକେଳୀ ସଂଘ ନୂତନ ପ୍ରଦର୍ଶନୀ, ସ୍ଥାନ : ନୟାଗଡ଼, ସମୟ : ସକାଳ ୧୦ଟା ।: [259, 468, 373, 533]
cartoon-verse-line: ଦୂରୁ ଦେଖିଲେକି ଥମା,: [33, 1074, 105, 1085]
event-item: ■ ଜିଲ୍ଲା ଯୁବ ସଂଘ ପ୍ରସ୍ତୁତ ଜନ ସମ୍ମିଳନୀ, ସମୟ : ସକାଳ ୧୧ଟା ।: [512, 323, 626, 362]
sign-name: କନ୍ୟା: [767, 537, 827, 553]
city-heading: କୋରାପୁଟ: [259, 610, 373, 627]
article-aircel: [505, 821, 626, 1528]
event-item: ■ ଭକ୍ତ ନାରାୟଣ ସୁରଣା ମଣ୍ଡପ ବାର୍ଷିକ ସଙ୍ଗତ ପ୍ରଦର୍ଶନୀ, ସ୍ଥାନ : ନାରାୟଣ ମନ୍ଦିର ପରିସର, ସମୟ : ସକାଳ ୧୧ଟା ।: [10, 737, 128, 789]
continuation-articles: [259, 821, 752, 1528]
event-item: ■ ଆଦିବା ଫୋରମ୍ ଆୟୋଜିତ ସାଧାରଣ ସଭା, ସ୍ଥାନ : ଭରତପୁର, ସମୟ : ସକାଳ ୯ ଟା ।: [259, 161, 373, 213]
cancer-icon: ♋: [768, 401, 826, 447]
city-heading: ସୋନପୁର: [386, 456, 500, 473]
horoscope-sign-row: [765, 608, 1016, 685]
section-banner: ଆଜି କ'ଣ କେଉଁଠି: [259, 78, 752, 124]
middle-section: [252, 78, 752, 2288]
sign-name: ମୀନ: [767, 999, 827, 1015]
bullet-dot-icon: [755, 476, 764, 485]
continuation-section-heading: ପୂର୍ବ ପୃଷ୍ଠାର ଅବଶିଷ୍ଟାଂଶ: [259, 794, 752, 816]
event-item: ■ ନବନାଗ୍ରହ ଜନ୍ମ ଭାଷା ସଂଗଠନ ଅଷ୍ଟାନ୍ନ ଦିବସ, ସ୍ଥାନ : ଜନନୀ ନାଗେଶ୍ୱର ଭବନ, ସମୟ : ସକାଳ ୮ଟା ।: [259, 411, 373, 463]
sign-text: ସାମାଜିକ ସମ୍ମାନରେ ବୃଦ୍ଧି ଘଟିବ । ପରିବାରରେ ଆନନ୍ଦ ଓ ଉତ୍ସବମୟ ପରିବେଶ ରହିବ । ଆର୍ଥିକ ଦୃଷ୍ଟିରୁ ଦିନଟି ଉତ୍ତମ ।: [832, 846, 1016, 881]
sign-name: କର୍କଟ: [767, 383, 827, 399]
article-planning-board: [632, 821, 753, 1528]
sign-name: ମକର: [767, 845, 827, 861]
sign-text: ଆଜି ସମସ୍ତ ପ୍ରକାରର ଠାକୁରଙ୍କ ଆଶୀର୍ବାଦ ମିଳିବ । ପରିବାରିକ ବିବାଦ ଦୂର ହେବ । ବ୍ୟବସାୟରେ ଲାଭ । ନୂତନ ସମ୍ପର୍କ ସ୍ଥାପିତ ହେବ ।: [832, 461, 1016, 496]
city-block: [10, 647, 128, 846]
gray-swatch: [23, 2322, 36, 2335]
sign-badge: [767, 229, 827, 293]
event-item: ■ କୋରାପୁଟ ଜିଲ୍ଲା ପରିଷଦ ପ୍ରସ୍ତୁତ ସାମାଜିକ ସଂଗଠନ, ସ୍ଥାନ : କୋରାପୁଟ, ସମୟ : ସକାଳ ୧୦ଟା ।: [259, 630, 373, 682]
event-item: ■ ଆରାଧନା ସଂସ୍କୃତିକ ଗୋଷ୍ଠୀ ବିବାହ, ସ୍ଥାନ : ଧର୍ମଶାଳା, ରଙ୍ଗିଆ, ବାଲିଆପାଳ, ସମୟ : ସକାଳ ୧୦ଟା ।: [141, 168, 246, 233]
sign-name: ତୁଳା: [767, 614, 827, 630]
taurus-icon: ♉: [768, 247, 826, 293]
event-item: ■ ଭୂପଣ କଳାକାର ସଂଗଠନ ସମୟ ସଙ୍ଗତ, ସ୍ଥାନ : ଶୁଭମ୍ ଭବନ, ସମୟ : ସକାଳ ୧୧ଟା ।: [10, 602, 128, 641]
article-tractor-cont: [379, 821, 500, 1528]
city-heading: ମୟୂରଭଞ୍ଜ: [141, 1052, 197, 1067]
event-item: ■ ସାମ୍ପ୍ରତିକ ସଂଘ ପ୍ରସ୍ତୁତ ପ୍ରସଙ୍ଗ ଶିଳ୍ପ ୨୦୧୭ ଅନୁଷ୍ଠାନ ସମ୍ମିଳନୀ ଅଭିନନ୍ଦନ, ସମୟ : ସନ୍ଧ୍ୟା ୬ଟା ।: [639, 271, 753, 336]
sign-badge: [767, 152, 827, 216]
event-item: ■ ସଦାନନ୍ଦ ସେବା ସଂଗଠନ ପ୍ରସ୍ତୁତ ସାହିତ୍ୟ ବୈଠକ, ସ୍ଥାନ : ଭଦ୍ରକ ଟାଉନ୍ ହଲ୍, ସମୟ : ସକାଳ ୧୧ଟା ।: [141, 829, 246, 881]
article-body-cont: ବିଷୟ ଉପରେ ରାଜ୍ୟ ସରକାରଙ୍କ ମାର୍ଗଦର୍ଶନ ଲୋଡ଼ାଯାଇଥିଲା । ଗ୍ରାମାଞ୍ଚଳ ଅଞ୍ଚଳରେ ବିଦ୍ୟୁତ୍ ସଂଯୋଗ, ପାନୀୟ ଜଳ ଯୋଗାଣ ଏବଂ ରାସ୍ତା ନିର୍ମାଣ କାର୍ଯ୍ୟ ଉପରେ ଗୁରୁତ୍ୱ ଦିଆଯାଇଛି । ଏହା ସହିତ କୃଷି ଓ ସମ୍ବନ୍ଧିତ କ୍ଷେତ୍ରରେ ଅଧିକ ପୁଞ୍ଜି ବିନିଯୋଗ ପାଇଁ ପ୍ରସ୍ତାବ ଗ୍ରହଣ କରାଯାଇଥିଲା । ଶିକ୍ଷା ଓ ସ୍ୱାସ୍ଥ୍ୟ କ୍ଷେତ୍ରରେ ମଧ୍ୟ ନୂତନ ଯୋଜନା କାର୍ଯ୍ୟକାରୀ କରିବା ଲାଗି ନିଷ୍ପତ୍ତି ନିଆଯାଇଛି ।: [385, 822, 499, 990]
city-heading: ଭୁବନେଶ୍ୱର: [10, 84, 72, 98]
city-heading: ଭଦ୍ରକ: [141, 739, 179, 754]
black-swatch: [764, 2322, 777, 2335]
gray-swatch: [689, 2322, 702, 2335]
aries-icon: ♈: [768, 170, 826, 216]
gemini-icon: ♊: [768, 324, 826, 370]
event-item: ■ ଗ୍ରନ୍ଥଉତ୍ସବପ୍ରକାଶନ ଭିକ୍ଟୋରିଆ ପାବଲିକ ସଂସ୍ଥାନ ପ୍ରସ୍ତୁତ ସଂଗଠନର କାର୍ଯ୍ୟକ୍ରମ, ସ୍ଥାନ : ପ୍ରଦର୍ଶ ୧୦ଟା ୩୦ ।: [10, 173, 128, 238]
sign-badge: [767, 922, 827, 986]
article-tractor: [259, 821, 373, 1528]
horoscope-sign-row: [765, 762, 1016, 839]
event-item: ■ ରଙ୍ଗ ଚଉଧୁରୀଙ୍କ ଶିଳ୍ପ ସାମୁହିକତା ପ୍ରଦର୍ଶନୀ, ସ୍ଥାନ : ରାଉରକେଲା ନଗର, ସମୟ : ସକାଳ ୧୦ଟା ।: [512, 265, 626, 317]
city-heading: ପୁରୀ: [10, 647, 32, 662]
cyan-swatch: [719, 2322, 732, 2335]
horoscope-section: [758, 78, 1016, 2288]
article-body: ଲୋକେ କର୍ତ୍ତୃପକ୍ଷ ନିଶ୍ଚିତଭାବେ ବାଲି ଚଢ଼ାଉଥିବା ବେଳେ ବେଆଇନ ବାଲି ବୋଝେଇ ଟ୍ରାକ୍ଟରକୁ ଜବତ କରିଥିଲେ । ବେଆଇନ ଭାବେ ବାଲି ଉତ୍ତୋଳନ କରୁଥିବା ସମ୍ପର୍କରେ ସ୍ଥାନୀୟ ପ୍ରଶାସନକୁ ଅଭିଯୋଗ କରାଯାଇଥିଲା । ଏହି ଅଭିଯୋଗ ପରେ ପ୍ରଶାସନ ତୁରନ୍ତ ପଦକ୍ଷେପ ନେଇ କାର୍ଯ୍ୟାନୁଷ୍ଠାନ ଗ୍ରହଣ କରିଥିଲା । ବାଲି ଚଢ଼ାଉ ପାଇଁ ପ୍ରଶାସନିକ ଅଧିକାରୀ ଘଟଣାସ୍ଥଳରେ ପହଞ୍ଚି ଟ୍ରାକ୍ଟରକୁ ଜବତ କରିଥିଲେ ଏବଂ ଚାଳକଙ୍କ ବିରୋଧରେ ମାମଲା ରୁଜୁ କରିଥିଲେ । ଏହି ସମୟରେ ଏକ ଦଳ ଲୋକ ଘଟଣାସ୍ଥଳରେ ପହଞ୍ଚି ବିରୋଧ ପ୍ରଦର୍ଶନ କରିଥିଲେ ଓ ଅଧିକାରୀଙ୍କ ସହ ବାଗ୍ବିତଣ୍ଡା ହୋଇଥିଲା । ପରିସ୍ଥିତି ଆୟତ୍ତ କରିବା ପାଇଁ ପୋଲିସ ଘଟଣାସ୍ଥଳରେ ପହଞ୍ଚିଥିଲା । ସ୍ଥାନୀୟ ଲୋକଙ୍କ ଅଭିଯୋଗ ଅନୁଯାୟୀ ଦୀର୍ଘଦିନ ଧରି ବେଆଇନ ବାଲି କାରବାର ଚାଲିଥିଲେ ମଧ୍ୟ ପ୍ରଶାସନ ନୀରବ ରହିଥିଲା ।: [259, 869, 373, 1220]
color-registration-bar: [0, 2317, 1476, 2339]
gray-swatch: [704, 2322, 717, 2335]
city-heading: ବାଲେଶ୍ୱର: [141, 149, 198, 164]
event-item: ■ ଜଗନ୍ନାଥଙ୍କ ସୁପ୍ରସାଙ୍ଖ୍ୟ, ସ୍ଥାନ : ବାଲେଶ୍ୱର, ସମୟ : ସକାଳ ୧୧ଟା ।: [141, 296, 246, 348]
column-events-5: [505, 130, 626, 786]
sign-text: ଭଲ ଓ ଖରାପ ଦୁଇଟି ଯାକ ରହିଛି । ସ୍ୱାସ୍ଥ୍ୟ ପ୍ରତି ଧ୍ୟାନ ଦେବା ଦରକାର । ପାରିବାରିକ ଦାୟିତ୍ୱ ବଢ଼ିବ । ସନ୍ଧ୍ୟାରେ ଶୁଭ ସମାଚାର ମିଳିବ ।: [832, 615, 1016, 650]
event-item: ■ ଜିଲ୍ଲା ଗ୍ରନ୍ଥାଗାର ପ୍ରସଙ୍ଗ ସଭା ସମ୍ମିଳନୀ ସଂଗଠନ ପ୍ରସ୍ତୁତ ପ୍ରଦର୍ଶନୀ ଓ ଜନ ସମ୍ମିଳନୀ, ସମୟ : ସକାଳ ୧୧ଟା ।: [386, 476, 500, 541]
event-item: ■ ଜନ ସଂପର୍କ ଅଧିକାରୀ, ସ୍ଥାନ : ସକାଳ ୧୧ଟା ।: [141, 1021, 246, 1047]
horoscope-sign-row: [765, 916, 1016, 993]
anniversary-badge: [31, 9, 85, 63]
horoscope-sign-row: [765, 685, 1016, 762]
event-item: ■ ନିଜକୁ ନିଜ ଗଢ଼ ଅଭିଯାନରେ ୧୦୨ ବାର୍ଷିକୀ ପ୍ରଦର୍ଶନୀ, ସ୍ଥାନ : ବାଳୁଙ୍କେଶ୍ୱର ସାନଭବନ, ସ୍ଥାନ : ଏସିଡିଏସ୍ ବାଳଭବନ, ସମୟ : ପୂର୍ବାହ୍ନ ୧୦ଟା ।: [141, 528, 246, 606]
city-heading: ଢେଙ୍କାନାଳ: [141, 354, 198, 369]
horoscope-heading: ଆଜିର ରାଶିଫଳ: [765, 78, 1016, 112]
bullet-dot-icon: [755, 707, 764, 716]
cartoon-title: ଢଗଢମାଳି: [20, 969, 118, 996]
event-item: ■ ଖୈରିକ ପଦ୍ମଧାରା ସଂସ୍କୃତି ବିଭାଗ, ସ୍ଥାନ : ଢେଙ୍କାନାଳ, ସମୟ : ସକାଳ ସାଢ଼େ ୧୦ଟା ।: [141, 373, 246, 425]
leo-icon: ♌: [768, 478, 826, 524]
city-heading: ସୁନ୍ଦରଗଡ଼: [512, 368, 626, 385]
cartoon-verse-line: ନିଜ ଦେଖିଲେ ସିଏ ମନ୍ତ୍ର,: [28, 1089, 110, 1100]
magenta-swatch: [53, 2322, 66, 2335]
